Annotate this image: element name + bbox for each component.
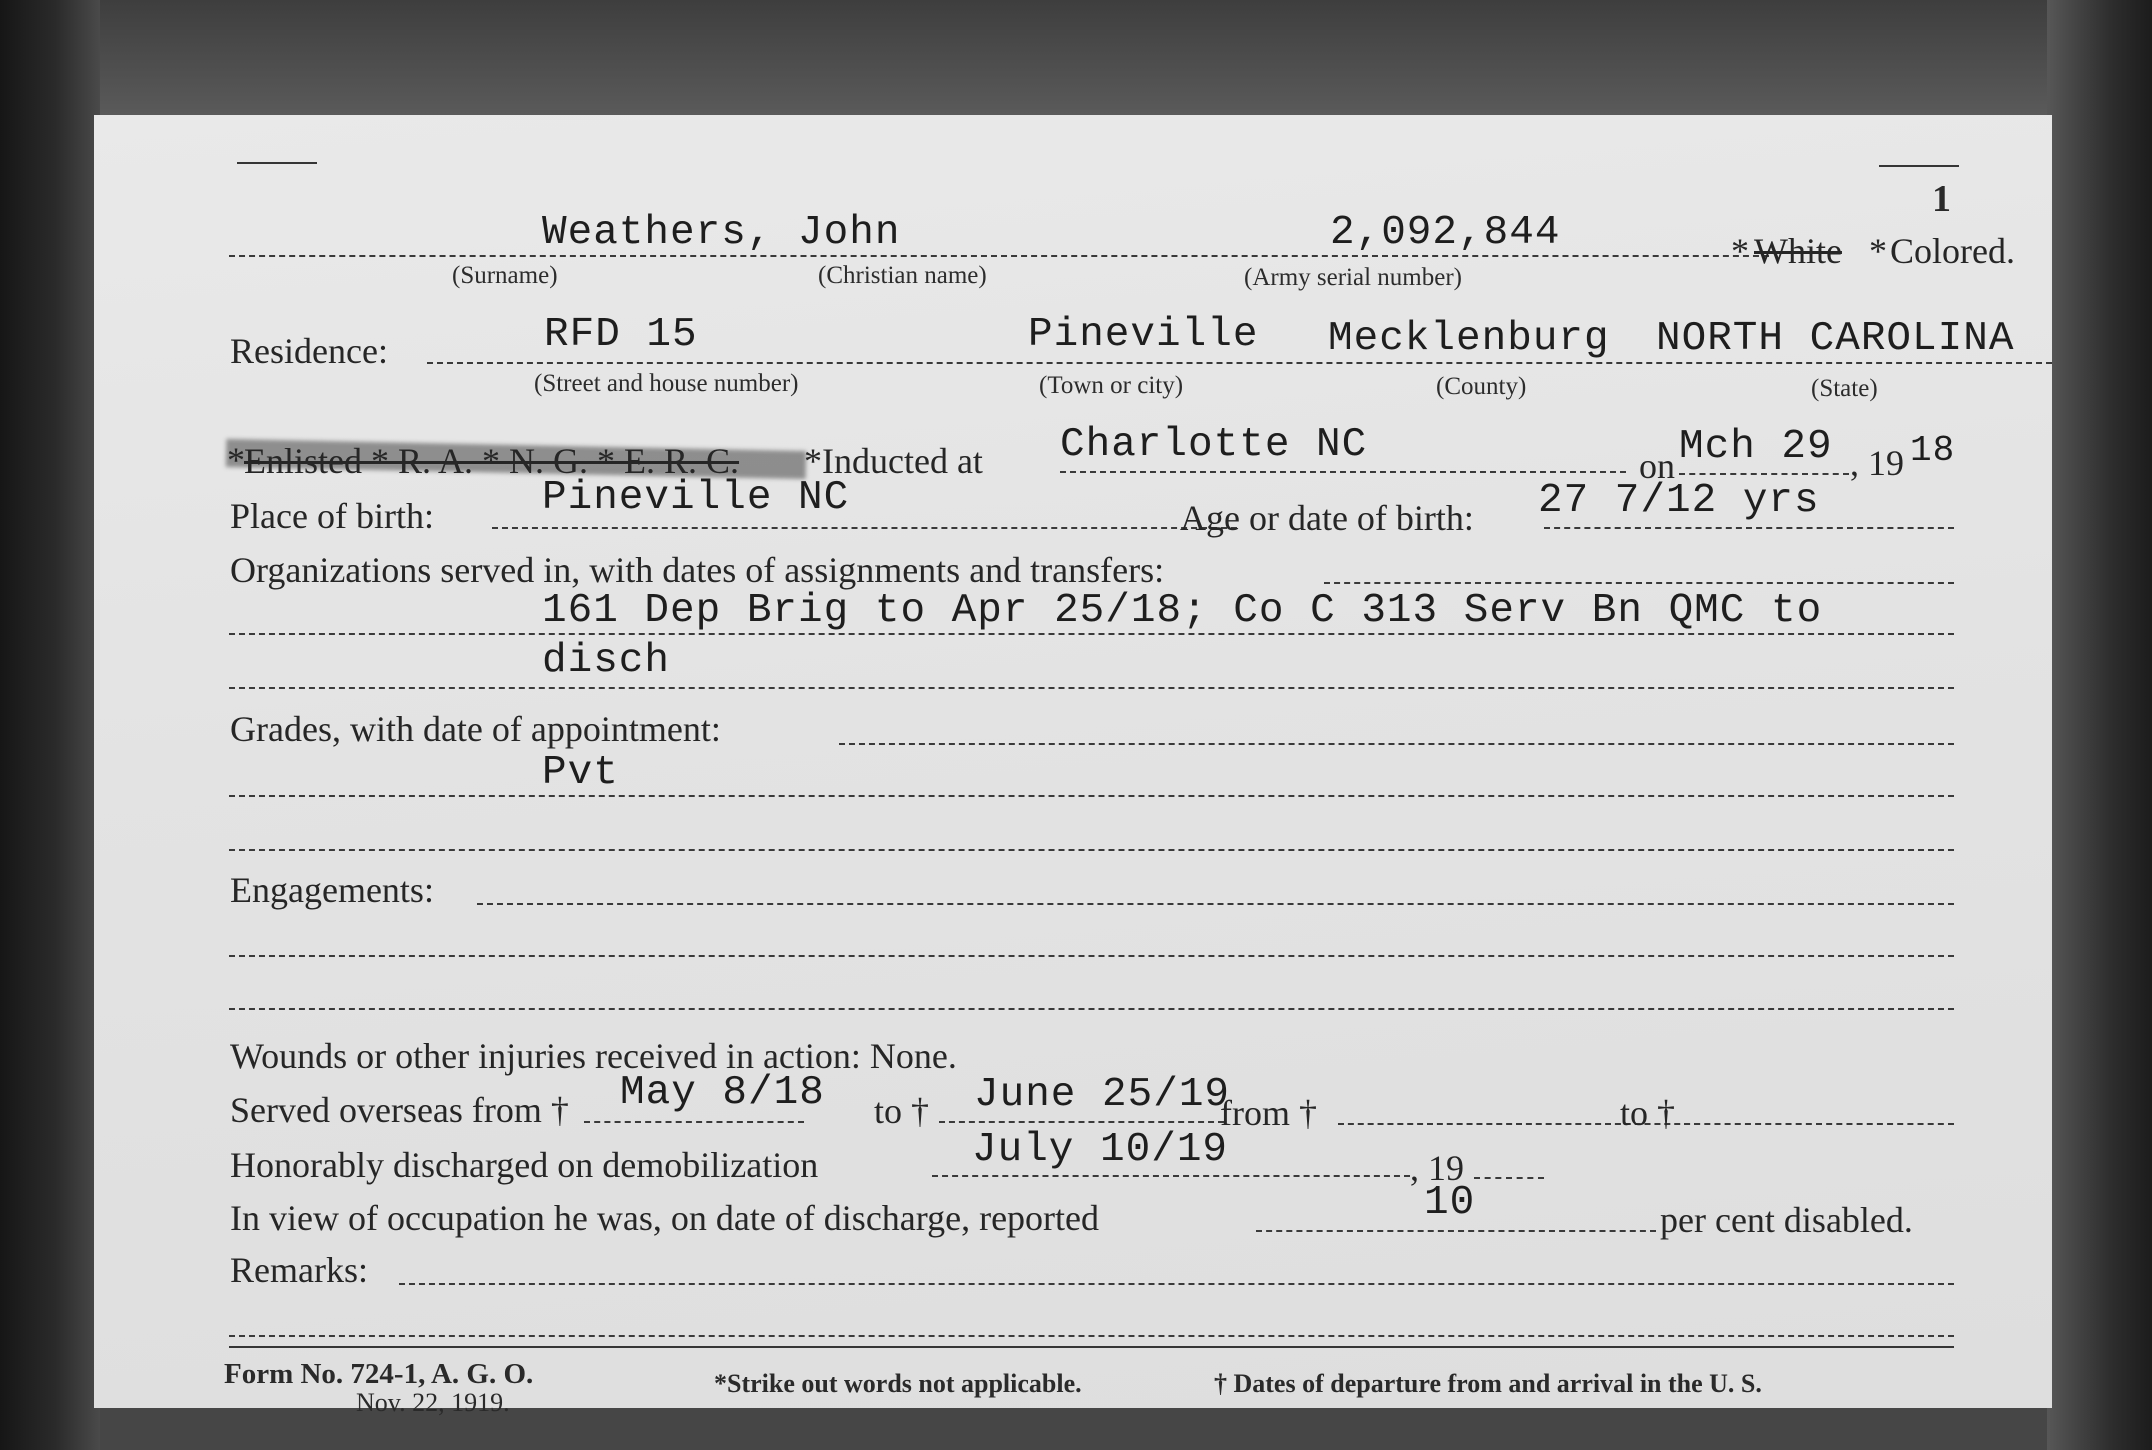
organizations-line-2 [229,687,1954,689]
remarks-line-1 [229,1335,1954,1337]
discharge-year-prefix: , 19 [1410,1148,1464,1188]
grades-line-1 [229,795,1954,797]
disabled-percent-value: 10 [1424,1180,1476,1226]
inducted-date-value: Mch 29 [1679,424,1833,470]
page-number: 1 [1932,178,1951,220]
overseas-to-value: June 25/19 [974,1072,1231,1118]
engagements-line-1 [229,955,1954,957]
grades-line-0 [839,743,1954,745]
remarks-line-0 [399,1283,1954,1285]
birthplace-line [492,527,1237,529]
overseas-from2-label: from † [1220,1093,1317,1133]
grades-line-2 [229,849,1954,851]
remarks-label: Remarks: [230,1250,368,1290]
caption-street: (Street and house number) [534,370,799,397]
organizations-line-0 [1324,582,1954,584]
header-mark-right [1879,165,1959,167]
caption-serial-number: (Army serial number) [1244,264,1462,291]
footnote-dates: † Dates of departure from and arrival in the U. S. [1214,1369,1762,1398]
age-line [1544,527,1954,529]
organizations-label: Organizations served in, with dates of assignments and transfers: [230,550,1165,590]
engagements-line-0 [477,903,1954,905]
residence-state-value: NORTH CAROLINA [1656,316,2015,362]
residence-county-value: Mecklenburg [1328,316,1610,362]
wounds-label: Wounds or other injuries received in action: None. [230,1036,957,1076]
residence-street-value: RFD 15 [544,312,698,358]
form-number: Form No. 724-1, A. G. O. [224,1358,534,1390]
race-colored: Colored. [1890,231,2015,271]
grades-value: Pvt [542,750,619,796]
residence-line [427,362,2052,364]
overseas-from-line [584,1121,804,1123]
surname-name-value: Weathers, John [542,210,901,256]
service-record-card: 1 Weathers, John 2,092,844 * White * Colored. (Surname) (Christian name) (Army serial number) Residence: RFD 15 Pineville Mecklenburg NORTH CAROLINA (Street and house number) (Town or city) (County) (State) * Enlisted * R. A. * N. G. * E. R. C. *Inducted at Charlotte NC on Mch 29 , 19 18 Place of birth: Pineville NC Age or date of birth: 27 7/12 yrs Organizations served in, with dates of assignments and transfers: 161 Dep Brig to Apr 25/18; Co C 313 Serv Bn QMC to disch Grades, with date of appointment: Pvt Engagements: Wounds or other injuries received in action: None. Served overseas from † May 8/18 to † June 25/19 from † to † Honorably discharged on demobilization July 10/19 , 19 In view of occupation he was, on date of discharge, reported 10 per cent disabled. Remarks: Form No. 724-1, A. G. O. Nov. 22, 1919. *Strike out words not applicable. † Dates of departure from and arrival in the U. S. [94,115,2052,1408]
caption-town: (Town or city) [1039,372,1184,399]
caption-christian-name: (Christian name) [818,262,987,289]
residence-town-value: Pineville [1028,312,1259,358]
enlisted-options-struck: Enlisted * R. A. * N. G. * E. R. C. [244,441,740,481]
inducted-place-line [1060,471,1626,473]
discharge-date-value: July 10/19 [972,1127,1229,1173]
discharge-year-line [1474,1177,1544,1179]
inducted-date-line [1679,473,1849,475]
occupation-label: In view of occupation he was, on date of discharge, reported [230,1198,1100,1238]
overseas-label: Served overseas from † [230,1090,569,1130]
engagements-label: Engagements: [230,870,434,910]
caption-county: (County) [1436,373,1527,400]
residence-label: Residence: [230,331,388,371]
discharge-label: Honorably discharged on demobilization [230,1145,819,1185]
caption-state: (State) [1811,375,1878,402]
grades-label: Grades, with date of appointment: [230,709,721,749]
form-date: Nov. 22, 1919. [356,1388,510,1417]
disabled-percent-line [1256,1230,1656,1232]
age-value: 27 7/12 yrs [1538,478,1820,524]
caption-surname: (Surname) [452,262,558,289]
engagements-line-2 [229,1008,1954,1010]
overseas-to-label: to † [874,1091,930,1131]
age-label: Age or date of birth: [1180,498,1474,538]
discharge-date-line [932,1175,1410,1177]
scanner-edge-right [2047,0,2152,1450]
organizations-value-line1: 161 Dep Brig to Apr 25/18; Co C 313 Serv Bn QMC to [542,588,1823,634]
inducted-year-prefix: , 19 [1850,443,1904,483]
serial-number-value: 2,092,844 [1330,210,1561,256]
inducted-place-value: Charlotte NC [1060,422,1368,468]
birthplace-label: Place of birth: [230,496,434,536]
overseas-to-line [939,1121,1224,1123]
race-white-struck: White [1754,231,1842,271]
inducted-year-value: 18 [1910,430,1956,471]
scanner-edge-left [0,0,100,1450]
organizations-value-line2: disch [542,638,671,684]
inducted-label: *Inducted at [804,441,983,481]
footnote-strike-out: *Strike out words not applicable. [714,1369,1082,1398]
header-mark-left [237,162,317,164]
overseas-to2-line [1684,1123,1954,1125]
overseas-to2-label: to † [1620,1093,1676,1133]
disabled-suffix: per cent disabled. [1660,1200,1913,1240]
overseas-from-value: May 8/18 [620,1070,825,1116]
scanner-edge-top [100,0,2047,115]
on-label: on [1639,446,1675,486]
footer-rule [229,1346,1954,1348]
birthplace-value: Pineville NC [542,475,850,521]
